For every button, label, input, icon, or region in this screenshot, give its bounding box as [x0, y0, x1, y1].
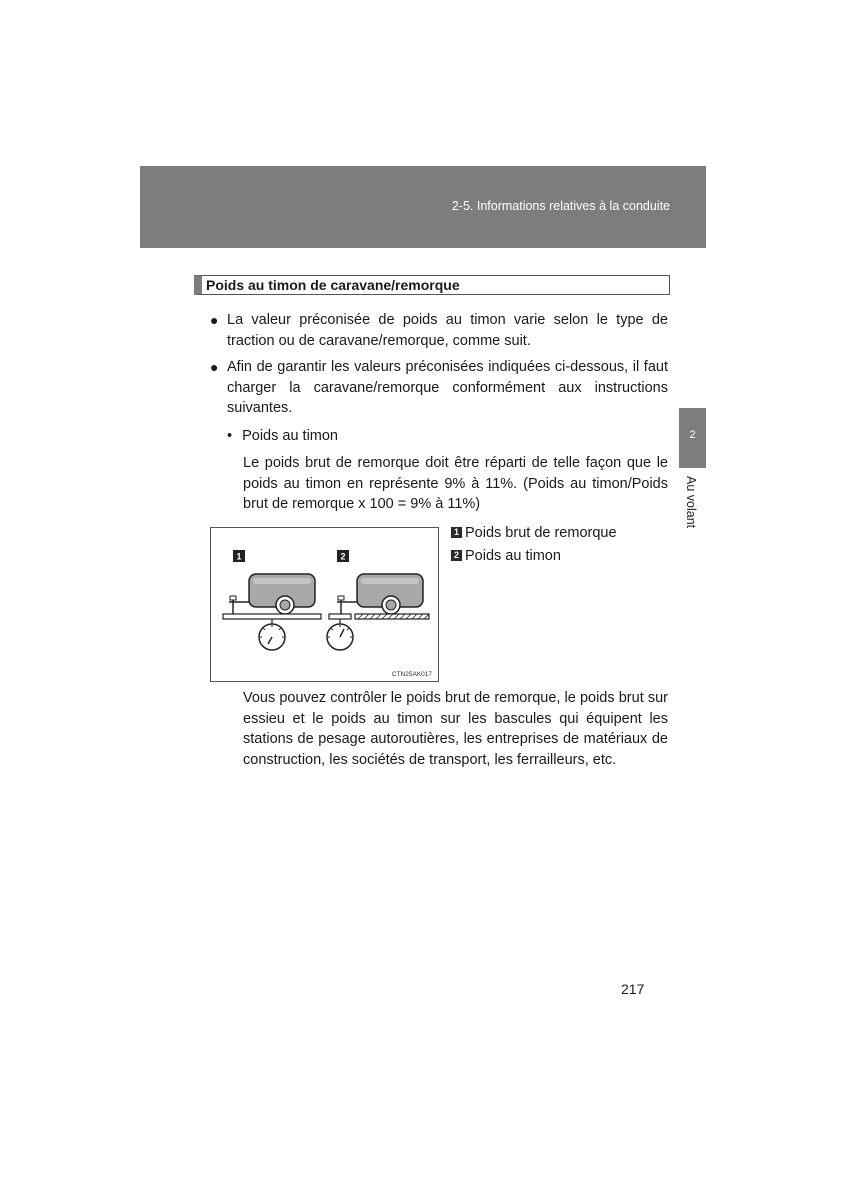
sub-bullet [227, 426, 338, 446]
sub-bullet-dot-icon: • [227, 428, 233, 444]
figure-badge-1-label: 1 [236, 551, 242, 562]
section-title: 2-5. Informations relatives à la conduite [451, 199, 670, 213]
page-number: 217 [621, 981, 645, 997]
bullet-item [210, 310, 668, 351]
topic-heading: Poids au timon de caravane/remorque [194, 275, 670, 295]
legend-badge: 1 [451, 527, 462, 538]
legend-text: Poids au timon [465, 548, 561, 564]
trailer-on-scale-2 [327, 574, 429, 650]
bullet-text: La valeur préconisée de poids au timon varie selon le type de traction ou de caravane/remorque, comme suit. [227, 312, 668, 349]
bullet-text: Afin de garantir les valeurs préconisées indiquées ci-dessous, il faut charger la caravane/remorque conformément aux instructions suivantes. [227, 359, 668, 416]
legend-text: Poids brut de remorque [465, 525, 617, 541]
figure-badge-2-label: 2 [340, 551, 346, 562]
trailer-on-scale-1 [223, 574, 321, 650]
legend-item [451, 523, 617, 543]
weight-ratio-paragraph: Le poids brut de remorque doit être réparti de telle façon que le poids au timon en représente 9% à 11%. (Poids au timon/Poids brut de remorque x 100 = 9% à 11%) [243, 455, 668, 512]
bullet-dot-icon: ● [210, 312, 219, 328]
figure-code: CTN25AK017 [391, 671, 432, 678]
chapter-side-label: Au volant [684, 476, 698, 529]
chapter-side-tab [679, 408, 706, 468]
bullet-item [210, 357, 668, 419]
bullet-dot-icon: ● [210, 359, 219, 375]
trailer-weighing-illustration [211, 528, 440, 683]
legend-item [451, 546, 561, 566]
sub-bullet-text: Poids au timon [242, 428, 338, 444]
chapter-header-band [140, 166, 706, 248]
legend-badge: 2 [451, 550, 462, 561]
chapter-number: 2 [689, 429, 696, 441]
weighing-stations-paragraph: Vous pouvez contrôler le poids brut de remorque, le poids brut sur essieu et le poids au timon sur les bascules qui équipent les stations de pesage autoroutières, les entreprises de matériaux de construction, les sociétés de transport, les ferrailleurs, etc. [243, 690, 668, 768]
trailer-weighing-figure [210, 527, 439, 682]
